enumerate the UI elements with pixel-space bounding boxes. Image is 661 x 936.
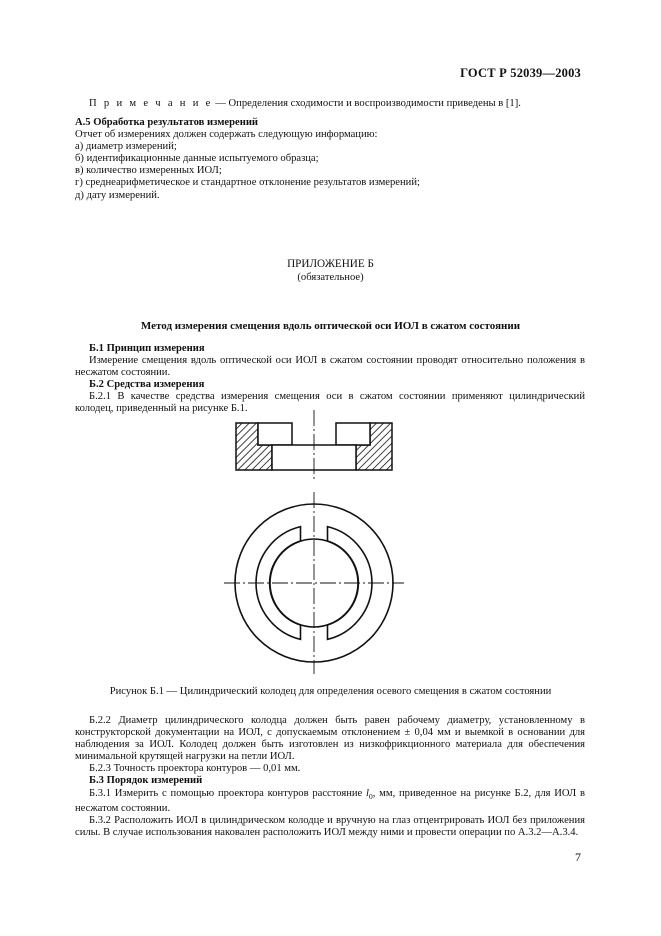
b2-heading: Б.2 Средства измерения (89, 379, 205, 391)
b3-2-text: Б.3.2 Расположить ИОЛ в цилиндрическом колодце и вручную на глаз отцентрировать ИОЛ без приложения силы. В случае использования наковален расположить ИОЛ между ними и провести операции по А.3.2—А.3.4. (75, 814, 585, 838)
plan-view (224, 492, 404, 674)
b3-heading: Б.3 Порядок измерений (89, 775, 203, 787)
b3-1-before: Б.3.1 Измерить с помощью проектора контуров расстояние (89, 787, 367, 799)
note-label: П р и м е ч а н и е (89, 98, 213, 109)
b2-1-text: Б.2.1 В качестве средства измерения смещения оси в сжатом состоянии применяют цилиндрический колодец, приведенный на рисунке Б.1. (75, 391, 585, 415)
annex-title: ПРИЛОЖЕНИЕ Б (287, 258, 374, 270)
b2-2-text: Б.2.2 Диаметр цилиндрического колодца должен быть равен рабочему диаметру, установленному в конструкторской документации на ИОЛ, с допускаемым отклонением ± 0,04 мм и выемкой в основании для наблюдения за ИОЛ. Колодец должен быть изготовлен из низкофрикционного материала для обеспечения минимальной крутящей нагрузки на петли ИОЛ. (75, 715, 585, 763)
b1-heading: Б.1 Принцип измерения (89, 343, 205, 354)
b3-1-text (75, 788, 585, 815)
b3-1-after: , мм, приведенное на рисунке Б.2, для ИОЛ в несжатом состоянии. (75, 787, 585, 814)
a5-item-v: в) количество измеренных ИОЛ; (75, 165, 222, 177)
page-number: 7 (575, 850, 581, 864)
section-right-step (336, 423, 370, 445)
figure-caption: Рисунок Б.1 — Цилиндрический колодец для определения осевого смещения в сжатом состоянии (109, 686, 552, 697)
a5-item-a: а) диаметр измерений; (75, 141, 177, 153)
a5-intro: Отчет об измерениях должен содержать следующую информацию: (75, 129, 378, 141)
note-text: — Определения сходимости и воспроизводимости приведены в [1]. (212, 98, 521, 109)
a5-item-b: б) идентификационные данные испытуемого образца; (75, 153, 319, 165)
a5-item-d: д) дату измерений. (75, 189, 160, 201)
b2-3-text: Б.2.3 Точность проектора контуров — 0,01 мм. (89, 763, 301, 775)
section-b2-cont (75, 715, 585, 839)
a5-heading: А.5 Обработка результатов измерений (75, 117, 259, 128)
annex-status: (обязательное) (297, 272, 364, 283)
l0-subscript: 0 (369, 791, 373, 801)
section-left-step (258, 423, 292, 445)
b1-text: Измерение смещения вдоль оптической оси ИОЛ в сжатом состоянии проводят относительно положения в несжатом состоянии. (75, 355, 585, 379)
a5-item-g: г) среднеарифметическое и стандартное отклонение результатов измерений; (75, 177, 420, 189)
section-view (236, 410, 392, 482)
method-title: Метод измерения смещения вдоль оптической оси ИОЛ в сжатом состоянии (140, 320, 521, 332)
standard-header: ГОСТ Р 52039—2003 (460, 66, 581, 80)
l0-variable: l (366, 787, 369, 799)
